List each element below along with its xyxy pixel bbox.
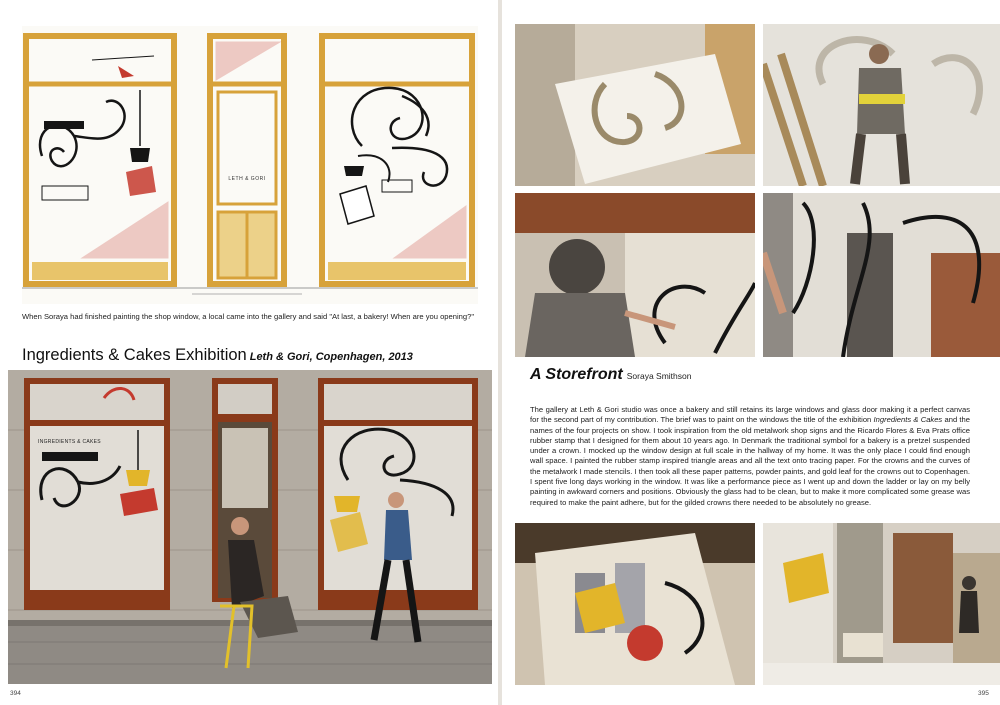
exhibition-title: Ingredients & Cakes Exhibition xyxy=(22,346,247,364)
exhibition-heading xyxy=(22,346,498,365)
window-detail-illustration xyxy=(763,193,1000,357)
window-detail-photo xyxy=(763,193,1000,357)
artist-on-ladder-illustration xyxy=(763,24,1000,186)
artist-painting-closeup-photo xyxy=(515,193,755,357)
window-reflection-photo xyxy=(515,523,755,685)
storefront-photo xyxy=(8,370,492,684)
gallery-interior-photo xyxy=(763,523,1000,685)
artist-painting-closeup-illustration xyxy=(515,193,755,357)
storefront-illustration xyxy=(8,370,492,684)
sketch-drawing xyxy=(22,26,478,304)
stencil-paper-photo xyxy=(515,24,755,186)
artist-on-ladder-photo xyxy=(763,24,1000,186)
storefront-sign-text: INGREDIENTS & CAKES xyxy=(38,439,101,445)
exhibition-venue: Leth & Gori, Copenhagen, 2013 xyxy=(249,351,413,363)
sketch-door-label: LETH & GORI xyxy=(228,176,266,182)
article-title: A Storefront xyxy=(530,366,623,383)
article-heading xyxy=(530,366,691,384)
body-exhibition-name: Ingredients & Cakes xyxy=(873,415,943,425)
article-body xyxy=(530,405,970,508)
sketch-caption: When Soraya had finished painting the shop window, a local came into the gallery and said "At last, a bakery! When are you opening?" xyxy=(22,312,475,321)
body-rest: and the names of the four projects on show. I took inspiration from the old metalwork shop signs and the Ricardo Flores & Eva Prats office rubber stamp that I designed for them about 10 years ago. In Denmark the traditional symbol for a bakery is a pretzel suspended under a crown. I mocked up the window design at full scale in the hallway of my home. It was the only place I could find enough wall space. I painted the rubber stamp inspired triangle areas and all the text onto tracing paper. For the crowns and the curves of the metalwork I made stencils. I then took all these paper patterns, powder paints, and gold leaf for the crowns out to Copenhagen. I spent five long days working in the window. It was like a performance piece as I went up and down the ladder or lay on my belly painting in awkward corners and positions. Obviously the glass had to be clean, but to make it more complicated some grease was required to make the paint adhere, but for the gilded crowns there needed to be absolutely no grease. xyxy=(530,415,970,507)
shopfront-sketch xyxy=(22,26,478,304)
right-page-number: 395 xyxy=(978,690,989,697)
gallery-interior-illustration xyxy=(763,523,1000,685)
window-reflection-illustration xyxy=(515,523,755,685)
left-page-number: 394 xyxy=(10,690,21,697)
body-intro: The gallery at Leth & Gori studio was once a bakery and still retains its large windows and glass door making it a perfect canvas for the second part of my contribution. The brief was to paint on the windows the title of the exhibition xyxy=(530,405,970,425)
article-author: Soraya Smithson xyxy=(626,371,692,381)
stencil-paper-illustration xyxy=(515,24,755,186)
